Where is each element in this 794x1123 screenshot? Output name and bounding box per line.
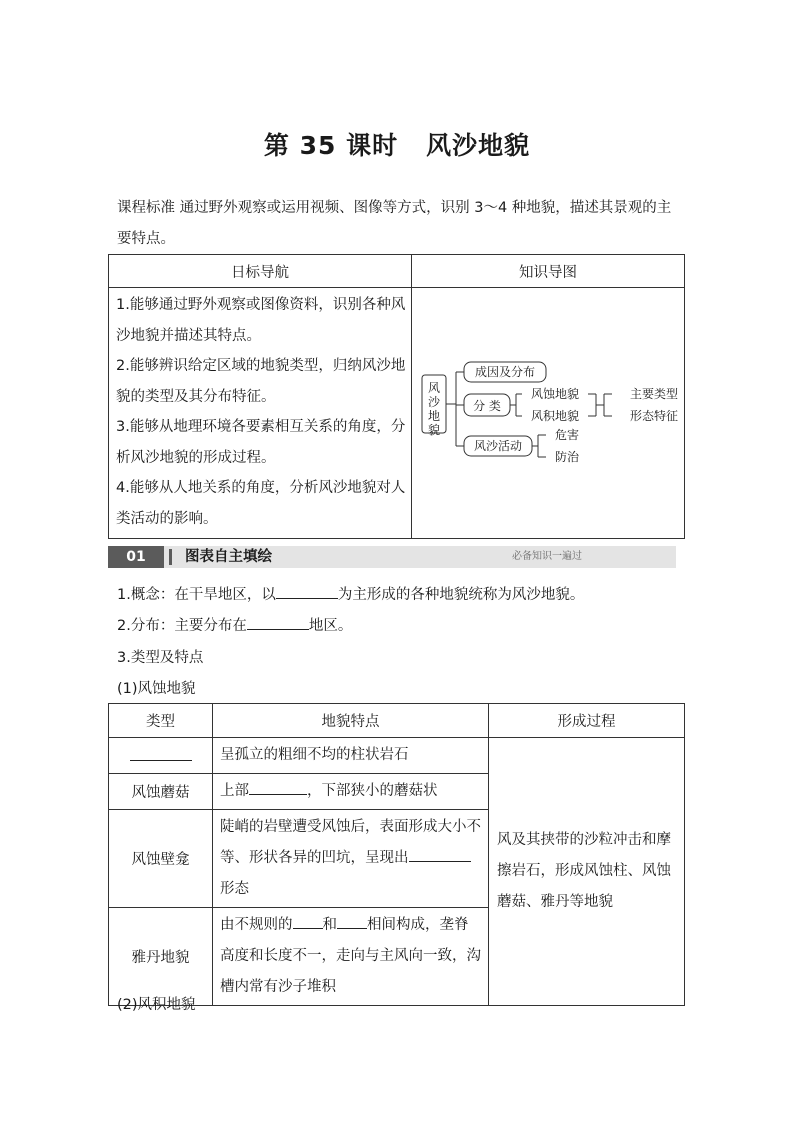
process-cell: 风及其挟带的沙粒冲击和摩擦岩石，形成风蚀柱、风蚀蘑菇、雅丹等地貌 [489,738,685,1006]
section-divider [169,549,172,565]
text: 相间构成，垄脊高度和长度不一，走向与主风向一致，沟槽内常有沙子堆积 [220,917,481,995]
wind-erosion-heading: (1)风蚀地貌 [117,681,196,697]
subtype-connector [588,394,612,416]
wind-deposit-node: 风积地貌 [530,409,580,423]
main-types-node: 主要类型 [629,387,679,401]
root-char: 貌 [427,423,441,437]
types-heading: 3.类型及特点 [117,650,204,666]
table-row [109,738,685,774]
fill-blank[interactable] [247,615,309,630]
goal-item: 4.能够从人地关系的角度，分析风沙地貌对人类活动的影响。 [116,480,406,527]
feature-cell [213,908,489,1006]
morphology-node: 形态特征 [629,409,679,423]
section-banner [108,546,676,568]
type-cell: 风蚀蘑菇 [109,774,213,810]
text: 由不规则的 [220,917,293,933]
type-cell: 雅丹地貌 [109,908,213,1006]
goal-item: 1.能够通过野外观察或图像资料，识别各种风沙地貌并描述其特点。 [116,297,406,344]
text: ，下部狭小的蘑菇状 [307,783,438,799]
harm-node: 危害 [554,428,580,442]
goal-item: 2.能够辨识给定区域的地貌类型，归纳风沙地貌的类型及其分布特征。 [116,358,406,405]
root-char: 地 [427,409,441,423]
section-number: 01 [108,546,164,568]
fill-blank[interactable] [276,584,338,599]
feature-cell [213,774,489,810]
text: 上部 [220,783,249,799]
text: 2.分布：主要分布在 [117,618,247,634]
title-lesson: 第 35 课时 [263,131,399,160]
fill-blank[interactable] [337,914,367,929]
header-mindmap: 知识导图 [412,255,685,288]
text: 为主形成的各种地貌统称为风沙地貌。 [337,587,585,603]
fill-blank[interactable] [249,780,307,795]
header-goals: 日标导航 [109,255,412,288]
fill-blank[interactable] [130,746,192,761]
root-connector [446,372,464,446]
mindmap-cell [412,288,685,539]
wind-erosion-node: 风蚀地貌 [530,387,580,401]
branch3-label: 风沙活动 [473,439,523,453]
goals-cell [109,288,412,539]
header-feature: 地貌特点 [213,704,489,738]
distribution-line [117,614,352,635]
root-char: 沙 [427,395,441,409]
root-char: 风 [427,381,441,395]
text: 地区。 [308,618,353,634]
branch2-label: 分 类 [473,399,501,413]
fill-blank[interactable] [409,847,471,862]
text: 和 [322,917,337,933]
feature-cell: 呈孤立的粗细不均的柱状岩石 [213,738,489,774]
feature-cell [213,810,489,908]
control-node: 防治 [554,450,580,464]
objectives-table [108,254,685,539]
branch3-connector [532,435,546,457]
goal-item: 3.能够从地理环境各要素相互关系的角度，分析风沙地貌的形成过程。 [116,419,406,466]
fill-blank[interactable] [293,914,323,929]
header-type: 类型 [109,704,213,738]
text: 陡峭的岩壁遭受风蚀后，表面形成大小不等、形状各异的凹坑，呈现出 [220,819,481,866]
type-cell [109,738,213,774]
type-cell: 风蚀壁龛 [109,810,213,908]
section-note: 必备知识一遍过 [512,551,582,562]
text: 1.概念：在干旱地区，以 [117,587,276,603]
wind-erosion-table [108,703,685,1006]
page-title [0,126,794,162]
knowledge-mindmap [412,288,696,536]
curriculum-standard: 课程标准 通过野外观察或运用视频、图像等方式，识别 3～4 种地貌，描述其景观的主要特点。 [117,200,672,247]
section-label: 图表自主填绘 [185,549,272,565]
header-process: 形成过程 [489,704,685,738]
text: 形态 [220,881,249,897]
branch1-label: 成因及分布 [474,365,536,379]
concept-line [117,583,584,604]
wind-deposit-heading: (2)风积地貌 [117,997,196,1013]
branch2-connector [510,394,522,416]
title-topic: 风沙地貌 [426,131,531,160]
